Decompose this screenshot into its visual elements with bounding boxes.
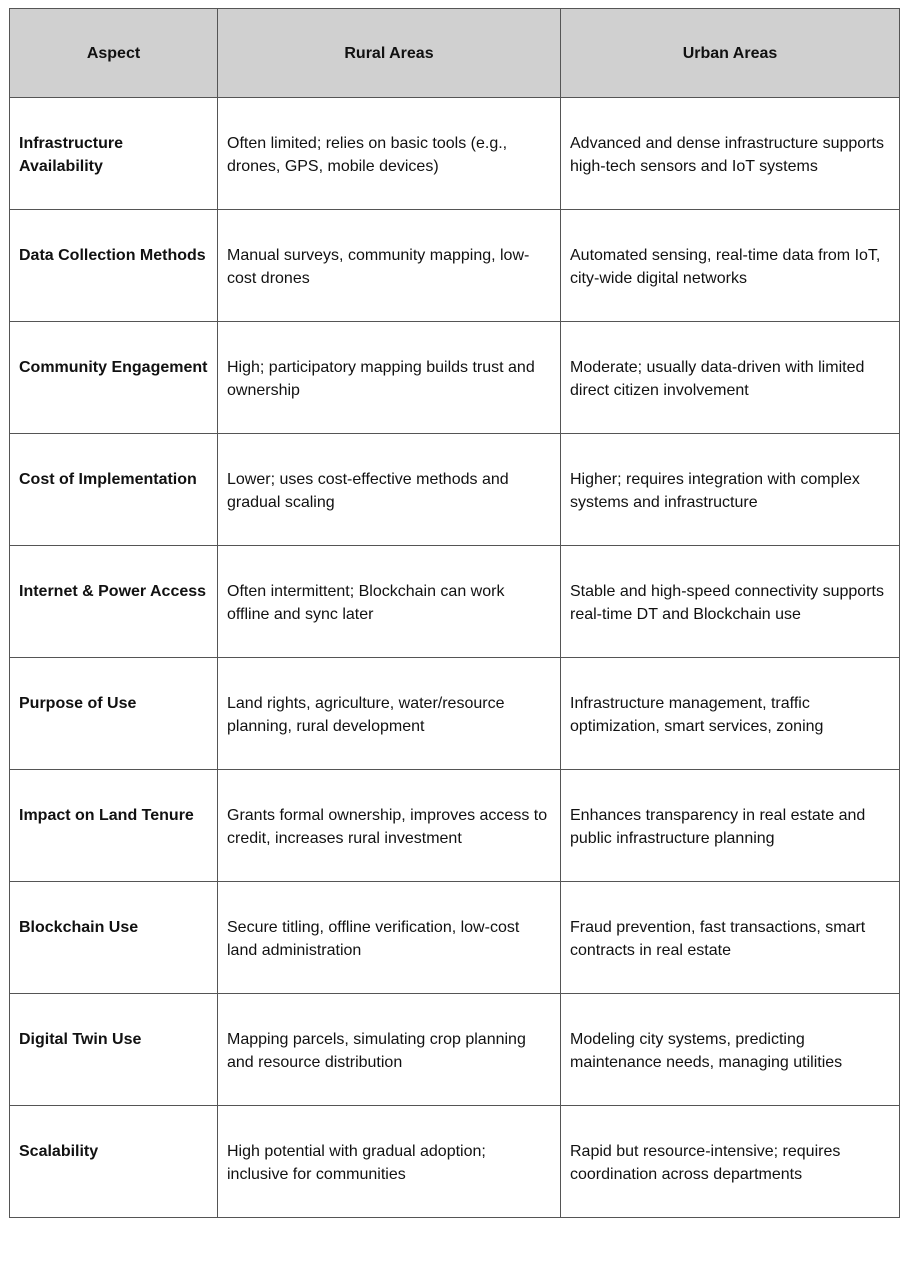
rural-cell: Land rights, agriculture, water/resource planning, rural development [218,658,561,770]
table-row [10,770,900,882]
urban-cell: Automated sensing, real-time data from IoT, city-wide digital networks [561,210,900,322]
rural-cell: Often intermittent; Blockchain can work offline and sync later [218,546,561,658]
aspect-cell: Purpose of Use [10,658,218,770]
rural-cell: Secure titling, offline verification, low-cost land administration [218,882,561,994]
table-row [10,322,900,434]
table-row [10,98,900,210]
rural-cell: Lower; uses cost-effective methods and gradual scaling [218,434,561,546]
aspect-cell: Data Collection Methods [10,210,218,322]
urban-cell: Infrastructure management, traffic optimization, smart services, zoning [561,658,900,770]
header-aspect: Aspect [10,9,218,98]
rural-cell: Grants formal ownership, improves access to credit, increases rural investment [218,770,561,882]
aspect-cell: Impact on Land Tenure [10,770,218,882]
aspect-cell: Digital Twin Use [10,994,218,1106]
aspect-cell: Scalability [10,1106,218,1218]
urban-cell: Advanced and dense infrastructure supports high-tech sensors and IoT systems [561,98,900,210]
table-row [10,882,900,994]
urban-cell: Enhances transparency in real estate and public infrastructure planning [561,770,900,882]
table-row [10,546,900,658]
urban-cell: Moderate; usually data-driven with limited direct citizen involvement [561,322,900,434]
comparison-table [9,8,900,1218]
aspect-cell: Internet & Power Access [10,546,218,658]
rural-cell: Manual surveys, community mapping, low-cost drones [218,210,561,322]
urban-cell: Higher; requires integration with complex systems and infrastructure [561,434,900,546]
aspect-cell: Blockchain Use [10,882,218,994]
rural-cell: Mapping parcels, simulating crop planning and resource distribution [218,994,561,1106]
rural-cell: Often limited; relies on basic tools (e.g., drones, GPS, mobile devices) [218,98,561,210]
header-urban-areas: Urban Areas [561,9,900,98]
table-row [10,994,900,1106]
aspect-cell: Infrastructure Availability [10,98,218,210]
table-row [10,434,900,546]
table-row [10,1106,900,1218]
urban-cell: Modeling city systems, predicting maintenance needs, managing utilities [561,994,900,1106]
table-header-row [10,9,900,98]
aspect-cell: Cost of Implementation [10,434,218,546]
rural-cell: High; participatory mapping builds trust and ownership [218,322,561,434]
urban-cell: Rapid but resource-intensive; requires coordination across departments [561,1106,900,1218]
table-row [10,210,900,322]
urban-cell: Stable and high-speed connectivity supports real-time DT and Blockchain use [561,546,900,658]
header-rural-areas: Rural Areas [218,9,561,98]
aspect-cell: Community Engagement [10,322,218,434]
urban-cell: Fraud prevention, fast transactions, smart contracts in real estate [561,882,900,994]
table-row [10,658,900,770]
rural-cell: High potential with gradual adoption; inclusive for communities [218,1106,561,1218]
